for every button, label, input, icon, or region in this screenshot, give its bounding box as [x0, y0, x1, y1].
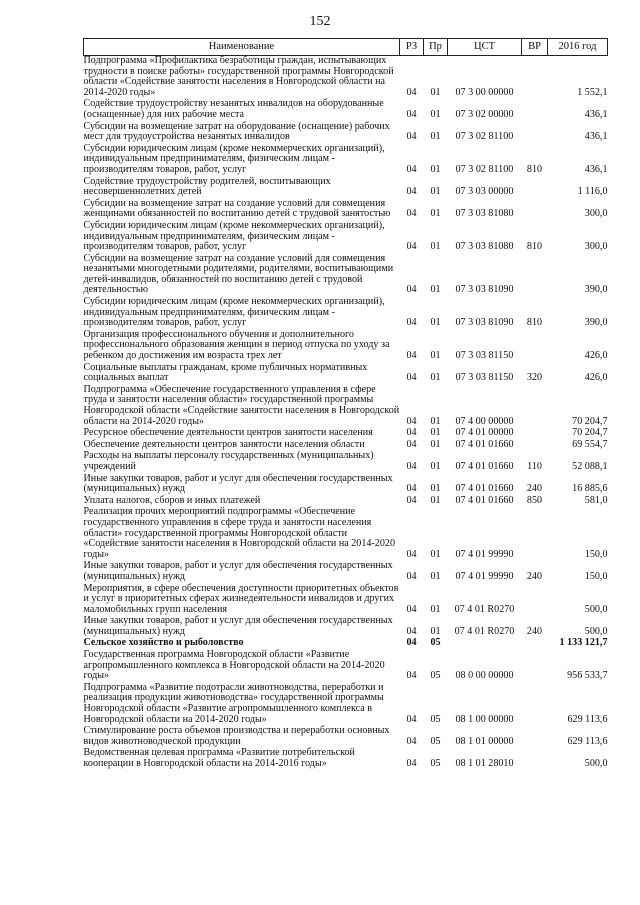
- row-pr: 01: [430, 86, 441, 98]
- column-header-vr: ВР: [522, 39, 548, 56]
- row-vr: [522, 638, 548, 650]
- row-pr: 01: [430, 427, 441, 439]
- row-amount: 69 554,7: [572, 438, 608, 450]
- row-pr: 01: [430, 460, 441, 472]
- row-vr: [522, 650, 548, 683]
- table-row: [84, 221, 608, 254]
- row-amount: 500,0: [584, 603, 608, 615]
- column-header-amount: 2016 год: [548, 39, 608, 56]
- table-row: [84, 726, 608, 748]
- row-pr: 05: [430, 713, 441, 725]
- row-pr: 01: [430, 108, 441, 120]
- row-name: Субсидии на возмещение затрат на создание условий для совмещения женщинами обязанностей по воспитанию детей с трудовой занятостью: [83, 197, 391, 220]
- row-name: Иные закупки товаров, работ и услуг для обеспечения государственных (муниципальных) нужд: [83, 615, 393, 637]
- row-vr: [522, 122, 548, 144]
- row-pr: 01: [430, 241, 441, 253]
- row-name: Ведомственная целевая программа «Развитие потребительской кооперации в Новгородской области на 2014-2016 годы»: [83, 747, 355, 769]
- row-cst: 07 3 03 81150: [455, 350, 514, 362]
- table-row: [84, 474, 608, 496]
- row-cst: 07 3 03 81090: [455, 317, 514, 329]
- table-row: [84, 683, 608, 726]
- row-amount: 436,1: [584, 131, 608, 143]
- row-name: Расходы на выплаты персоналу государственных (муниципальных) учреждений: [83, 450, 374, 472]
- row-rz: 04: [406, 713, 417, 725]
- table-row: [84, 297, 608, 330]
- row-cst: 08 0 00 00000: [455, 670, 514, 682]
- row-cst: 07 4 01 99990: [455, 570, 514, 582]
- row-cst: 07 4 01 01660: [455, 483, 514, 495]
- row-vr: [522, 428, 548, 440]
- row-cst: 07 3 03 81080: [455, 241, 514, 253]
- row-rz: 04: [406, 670, 417, 682]
- row-name: Субсидии на возмещение затрат на создание условий для совмещения незанятыми многодетными родителями, родителями, воспитывающими детей-инвалидов, обязанностей по воспитанию детей с трудовой деятельностью: [83, 252, 394, 296]
- row-vr: 810: [526, 241, 543, 253]
- row-vr: [522, 177, 548, 199]
- row-cst: 07 4 01 R0270: [454, 603, 515, 615]
- row-vr: 110: [527, 460, 542, 472]
- row-vr: 240: [526, 483, 543, 495]
- row-rz: 04: [406, 163, 417, 175]
- column-header-cst: ЦСТ: [448, 39, 522, 56]
- row-pr: 05: [430, 735, 441, 747]
- row-amount: 1 116,0: [577, 186, 608, 198]
- column-header-name: Наименование: [84, 39, 400, 56]
- row-pr: 01: [430, 483, 441, 495]
- row-pr: 01: [430, 208, 441, 220]
- row-pr: 01: [430, 415, 441, 427]
- row-pr: 05: [430, 670, 441, 682]
- row-rz: 04: [406, 131, 417, 143]
- row-name: Реализация прочих мероприятий подпрограммы «Обеспечение государственного управления в сфере труда и занятости населения области» государственной программы Новгородской области «Содействие занятости населения в Новгородской области на 2014-2020 годы»: [83, 506, 395, 560]
- row-name: Субсидии юридическим лицам (кроме некоммерческих организаций), индивидуальным предпринимателям, физическим лицам - производителям товаров, работ, услуг: [83, 296, 385, 329]
- row-cst: 07 4 01 R0270: [454, 625, 515, 637]
- row-name: Подпрограмма «Обеспечение государственного управления в сфере труда и занятости населения области» государственной программы Новгородской области «Содействие занятости населения в Новгородской области на 2014-2020 годы»: [83, 383, 400, 427]
- row-vr: [522, 726, 548, 748]
- row-amount: 300,0: [584, 241, 608, 253]
- row-name: Мероприятия, в сфере обеспечения доступности приоритетных объектов и услуг в приоритетных сферах жизнедеятельности инвалидов и других маломобильных групп населения: [83, 582, 399, 615]
- row-vr: 850: [526, 494, 543, 506]
- row-pr: 01: [430, 372, 441, 384]
- table-row: [84, 122, 608, 144]
- page-number: 152: [309, 14, 331, 29]
- row-name: Ресурсное обеспечение деятельности центров занятости населения: [83, 427, 373, 439]
- row-amount: 500,0: [584, 625, 608, 637]
- row-rz: 04: [406, 758, 417, 769]
- row-vr: [522, 584, 548, 617]
- row-name: Социальные выплаты гражданам, кроме публичных нормативных социальных выплат: [83, 361, 368, 384]
- row-rz: 04: [406, 460, 417, 472]
- table-header-row: [84, 39, 608, 56]
- row-rz: 04: [406, 483, 417, 495]
- row-name: Субсидии на возмещение затрат на оборудование (оснащение) рабочих мест для трудоустройства незанятых инвалидов: [83, 120, 390, 143]
- row-rz: 04: [406, 372, 417, 384]
- row-rz: 04: [406, 427, 417, 439]
- row-cst: 07 4 01 01660: [455, 460, 514, 472]
- row-pr: 01: [430, 350, 441, 362]
- row-amount: 390,0: [584, 284, 608, 296]
- row-vr: [522, 254, 548, 297]
- row-name: Субсидии юридическим лицам (кроме некоммерческих организаций), индивидуальным предпринимателям, физическим лицам - производителям товаров, работ, услуг: [83, 142, 385, 175]
- row-cst: 07 4 01 00000: [455, 427, 514, 439]
- row-rz: 04: [406, 186, 417, 198]
- row-rz: 04: [406, 625, 417, 637]
- table-row: [84, 748, 608, 770]
- row-rz: 04: [406, 735, 417, 747]
- row-name: Подпрограмма «Профилактика безработицы граждан, испытывающих трудности в поиске работы» государственной программы Новгородской области «Содействие занятости населения в Новгородской области на 2014-2020 годы»: [83, 55, 394, 98]
- row-amount: 300,0: [584, 208, 608, 220]
- row-pr: 01: [430, 494, 441, 506]
- table-row: [84, 650, 608, 683]
- row-vr: 320: [526, 372, 543, 384]
- table-row: [84, 363, 608, 385]
- row-name: Иные закупки товаров, работ и услуг для обеспечения государственных (муниципальных) нужд: [83, 560, 393, 582]
- row-amount: 426,0: [584, 372, 608, 384]
- row-cst: [448, 638, 522, 650]
- row-name: Уплата налогов, сборов и иных платежей: [83, 494, 261, 506]
- row-cst: 07 3 02 81100: [455, 163, 514, 175]
- row-vr: [522, 683, 548, 726]
- row-cst: 07 4 01 99990: [455, 548, 514, 560]
- table-row: [84, 616, 608, 638]
- row-amount: 629 113,6: [567, 713, 608, 725]
- row-pr: 05: [430, 758, 441, 769]
- row-amount: 956 533,7: [567, 670, 608, 682]
- row-name: Содействие трудоустройству незанятых инвалидов на оборудованные (оснащенные) для них рабочие места: [83, 98, 384, 120]
- row-vr: [522, 199, 548, 221]
- row-rz: 04: [406, 637, 417, 649]
- row-cst: 07 3 02 81100: [455, 131, 514, 143]
- table-row: [84, 199, 608, 221]
- row-name: Содействие трудоустройству родителей, воспитывающих несовершеннолетних детей: [83, 175, 331, 198]
- row-name: Стимулирование роста объемов производства и переработки основных видов животноводческой продукции: [83, 725, 390, 747]
- row-amount: 436,1: [584, 163, 608, 175]
- row-amount: 1 552,1: [577, 86, 608, 98]
- table-row: [84, 254, 608, 297]
- row-amount: 150,0: [584, 548, 608, 560]
- row-vr: [522, 440, 548, 452]
- table-row: [84, 451, 608, 473]
- table-row: [84, 584, 608, 617]
- row-rz: 04: [406, 317, 417, 329]
- row-rz: 04: [406, 570, 417, 582]
- row-cst: 07 3 03 81150: [455, 372, 514, 384]
- row-name: Иные закупки товаров, работ и услуг для обеспечения государственных (муниципальных) нужд: [83, 472, 393, 495]
- row-amount: 426,0: [584, 350, 608, 362]
- row-amount: 52 088,1: [572, 460, 608, 472]
- table-row: [84, 507, 608, 561]
- row-cst: 07 3 03 00000: [455, 186, 514, 198]
- row-pr: 05: [430, 637, 441, 649]
- row-vr: [522, 330, 548, 363]
- row-vr: [522, 748, 548, 770]
- row-rz: 04: [406, 284, 417, 296]
- row-cst: 08 1 01 28010: [455, 758, 514, 769]
- table-row: [84, 385, 608, 428]
- row-cst: 08 1 01 00000: [455, 735, 514, 747]
- row-name: Организация профессионального обучения и дополнительного профессионального образования женщин в период отпуска по уходу за ребенком до достижения им возраста трех лет: [83, 328, 390, 362]
- row-rz: 04: [406, 241, 417, 253]
- row-pr: 01: [430, 284, 441, 296]
- row-vr: 240: [526, 570, 543, 582]
- row-vr: 810: [526, 163, 543, 175]
- row-cst: 07 4 01 01660: [455, 494, 514, 506]
- row-rz: 04: [406, 86, 417, 98]
- row-rz: 04: [406, 415, 417, 427]
- row-pr: 01: [430, 438, 441, 450]
- row-pr: 01: [430, 186, 441, 198]
- row-rz: 04: [406, 438, 417, 450]
- row-rz: 04: [406, 208, 417, 220]
- row-rz: 04: [406, 350, 417, 362]
- row-vr: [522, 385, 548, 428]
- column-header-pr: Пр: [424, 39, 448, 56]
- row-name: Сельское хозяйство и рыболовство: [83, 637, 244, 649]
- table-row: [84, 144, 608, 177]
- row-cst: 07 4 01 01660: [455, 438, 514, 450]
- row-vr: 810: [526, 317, 543, 329]
- row-cst: 07 3 03 81090: [455, 284, 514, 296]
- row-amount: 16 885,6: [572, 483, 608, 495]
- row-amount: 70 204,7: [572, 415, 608, 427]
- row-name: Обеспечение деятельности центров занятости населения области: [83, 438, 365, 450]
- row-pr: 01: [430, 548, 441, 560]
- row-name: Подпрограмма «Развитие подотрасли животноводства, переработки и реализация продукции животноводства» государственной программы Новгородской области «Развитие агропромышленного комплекса в Новгородской области на 2014-2020 годы»: [83, 681, 384, 725]
- table-body: [84, 56, 608, 771]
- table-row: [84, 330, 608, 363]
- row-vr: [522, 507, 548, 561]
- row-amount: 1 133 121,7: [559, 637, 608, 649]
- row-pr: 01: [430, 131, 441, 143]
- table-row: [84, 561, 608, 583]
- column-header-rz: РЗ: [400, 39, 424, 56]
- row-amount: 629 113,6: [567, 735, 608, 747]
- row-cst: 07 3 03 81080: [455, 208, 514, 220]
- row-amount: 500,0: [584, 758, 608, 769]
- row-amount: 581,0: [584, 494, 608, 506]
- row-rz: 04: [406, 603, 417, 615]
- table-row: [84, 177, 608, 199]
- row-vr: [522, 56, 548, 100]
- row-pr: 01: [430, 317, 441, 329]
- row-rz: 04: [406, 494, 417, 506]
- table-row: [84, 99, 608, 121]
- row-amount: 70 204,7: [572, 427, 608, 439]
- row-amount: 436,1: [584, 108, 608, 120]
- row-name: Государственная программа Новгородской области «Развитие агропромышленного комплекса в Новгородской области на 2014-2020 годы»: [83, 649, 385, 682]
- row-vr: [522, 99, 548, 121]
- row-pr: 01: [430, 163, 441, 175]
- row-cst: 07 4 00 00000: [455, 415, 514, 427]
- row-cst: 08 1 00 00000: [455, 713, 514, 725]
- row-amount: 390,0: [584, 317, 608, 329]
- row-pr: 01: [430, 570, 441, 582]
- row-rz: 04: [406, 108, 417, 120]
- row-name: Субсидии юридическим лицам (кроме некоммерческих организаций), индивидуальным предпринимателям, физическим лицам - производителям товаров, работ, услуг: [83, 219, 385, 253]
- row-vr: 240: [526, 625, 543, 637]
- row-pr: 01: [430, 603, 441, 615]
- row-amount: 150,0: [584, 570, 608, 582]
- row-cst: 07 3 02 00000: [455, 108, 514, 120]
- row-pr: 01: [430, 625, 441, 637]
- table-row: [84, 56, 608, 100]
- row-cst: 07 3 00 00000: [455, 86, 514, 98]
- budget-table: [83, 38, 608, 771]
- row-rz: 04: [406, 548, 417, 560]
